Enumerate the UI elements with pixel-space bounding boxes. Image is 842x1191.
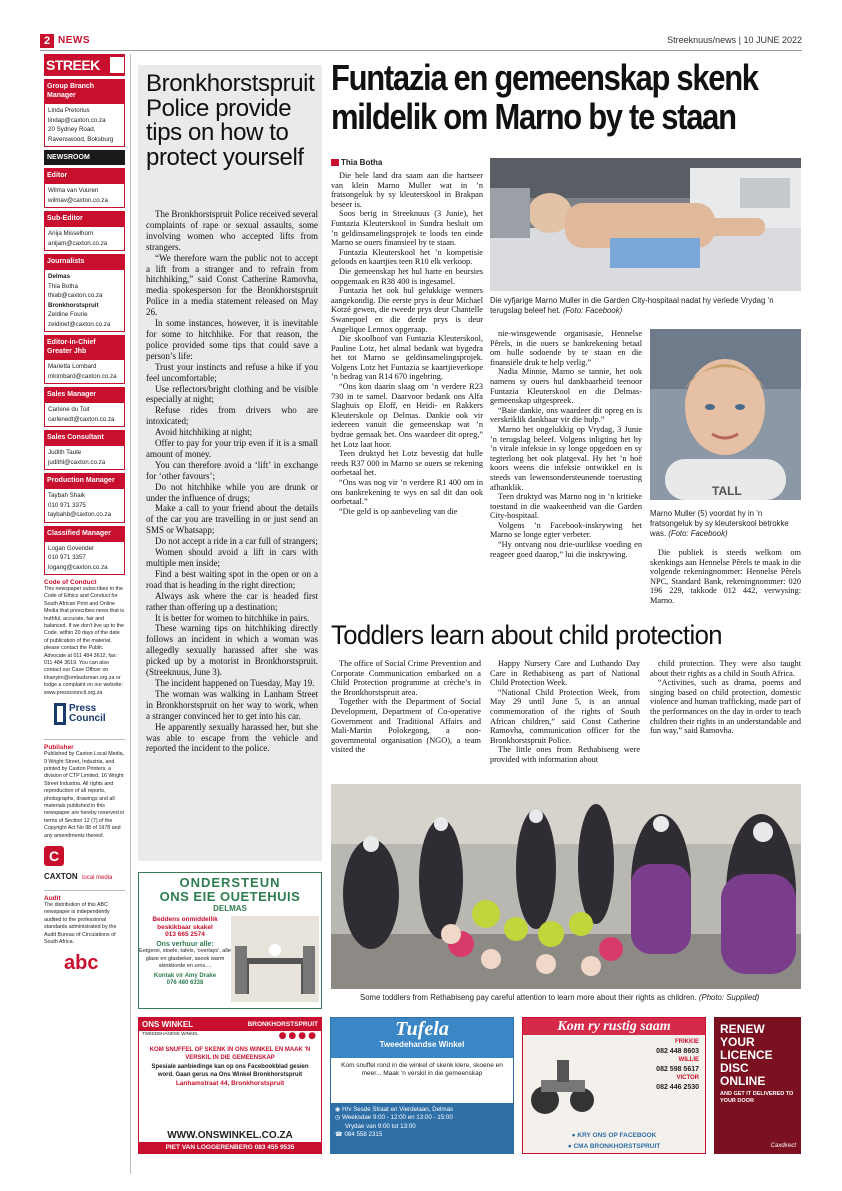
toddlers-headline: Toddlers learn about child protection — [331, 620, 722, 650]
staff-line[interactable]: judithl@caxton.co.za — [48, 458, 106, 466]
police-paragraph: The incident happened on Tuesday, May 19. — [155, 677, 315, 688]
ad-ouetehuis-subtitle: Ons verhuur alle: — [156, 940, 214, 948]
ad-renew-line: LICENCE — [720, 1048, 773, 1062]
ad-renew-lines — [714, 1017, 801, 1088]
ad-tufela-text: Kom snuffel rond in die winkel of skenk klere, skoene en meer... Maak 'n verskil in die gemeenskap — [341, 1062, 503, 1077]
toddlers-paragraph: “Activities, such as drama, poems and singing based on child protection, domestic violence and human trafficking, made part of the performances on the day in order to teach children their rights in an understandable and fun way,” said Ramovha. — [650, 678, 801, 736]
ad-rustig-name2: WILLIE — [678, 1057, 699, 1063]
staff-block-title: Sales Consultant — [44, 430, 125, 445]
marno-portrait-photo — [650, 329, 801, 500]
ad-renew-line: DISC — [720, 1061, 749, 1075]
police-paragraph: You can therefore avoid a ‘lift’ in exchange for ‘other favours’; — [146, 459, 318, 481]
staff-line: Marietta Lombard — [48, 363, 97, 370]
staff-line: Logan Govender — [48, 544, 95, 552]
police-paragraph: Do not hitchhike while you are drunk or under the influence of drugs; — [146, 481, 318, 503]
staff-line: Thia Botha — [48, 282, 78, 290]
dining-table-image — [231, 916, 319, 1002]
staff-block-details — [44, 541, 125, 576]
staff-block-details — [44, 359, 125, 384]
staff-line[interactable]: carlenedt@caxton.co.za — [48, 415, 115, 423]
conduct-text: This newspaper subscribes to the Code of Ethics and Conduct for South African Print and Online Media that prescribes news that is truthful, accurate, fair and balanced. If we don't live up to the Code, within 20 days of the date of publication of the material, please contact the Public Advocate at 011 484 3612, fax: 011 484 3619. You can also contact our Case Officer on khanyim@ombudsman.org.za or lodge a complaint on our website: www.presscouncil.org.za — [44, 586, 125, 696]
publisher-title: Publisher — [44, 744, 74, 752]
ad-tufela-sub: Tweedehandse Winkel — [379, 1040, 465, 1049]
marno-paragraph: Die skoolhoof van Funtazia Kleuterskool, Pauline Lotz, het almal bedank wat bygedra het tot Marno se geldinsamelingsprojek. Volgens Lotz het Funtazia se kaartjieverkope ’n bedrag van R14 670 ingebring. — [331, 334, 483, 382]
conduct-title: Code of Conduct — [44, 579, 97, 586]
staff-line[interactable]: lindap@caxton.co.za — [48, 116, 106, 124]
portrait-photo-caption: Marno Muller (5) voordat hy in ’n fratsongeluk by sy kleuterskool betrokke was. (Foto: Facebook) — [650, 509, 789, 538]
police-paragraph: Use reflectors/bright clothing and be visible especially at night; — [146, 383, 318, 405]
ad-ouetehuis-line2: ONS EIE OUETEHUIS — [159, 889, 301, 904]
ad-rustig-cma: ● CMA BRONKHORSTSPRUIT — [567, 1143, 661, 1150]
staff-block-title: Editor-in-Chief Greater Jhb — [44, 335, 125, 359]
staff-block-title: Group Branch Manager — [44, 79, 125, 103]
social-icons: ●●●● — [278, 1031, 318, 1041]
toddlers-paragraph: The office of Social Crime Prevention and Corporate Communication embarked on a Child Protection programme at crèche’s in the Bronkhorstspruit area. — [331, 659, 481, 697]
clock-icon: ◷ — [335, 1114, 343, 1122]
marno-byline: Thia Botha — [331, 158, 382, 167]
ad-winkel-brand-sub: TWEEDEHANDSE WINKEL — [142, 1031, 199, 1036]
ad-ons-winkel — [138, 1017, 322, 1154]
ad-renew-line: RENEW — [720, 1022, 765, 1036]
staff-block-title: Editor — [44, 168, 125, 183]
ad-ouetehuis — [138, 872, 322, 1009]
staff-block-title: Classified Manager — [44, 526, 125, 541]
marno-paragraph: Teen druktyd was Marno nog in ’n kritieke toestand in die waakeenheid van die Garden City-hospitaal. — [490, 492, 642, 521]
ad-winkel-address: Lanhamstraat 44, Bronkhorstspruit — [175, 1080, 285, 1087]
toddlers-column-3 — [650, 659, 801, 736]
staff-line[interactable]: thiab@caxton.co.za — [48, 292, 103, 299]
ad-rustig-title: Kom ry rustig saam — [523, 1018, 705, 1035]
marno-column-2 — [490, 329, 642, 559]
ad-winkel-url[interactable]: WWW.ONSWINKEL.CO.ZA — [167, 1130, 293, 1141]
ad-renew-brand: Caxdirect — [770, 1143, 796, 1149]
police-paragraph: Find a best waiting spot in the open or on a road that is heading in the right direction; — [146, 568, 318, 590]
ad-rustig-phone3: 082 446 2530 — [656, 1084, 699, 1091]
police-paragraph: Do not accept a ride in a car full of strangers; — [155, 536, 318, 547]
ad-rustig-fb: ● KRY ONS OP FACEBOOK — [571, 1132, 657, 1139]
police-paragraph: Offer to pay for your trip even if it is a small amount of money. — [146, 438, 318, 459]
ad-ouetehuis-line1: ONDERSTEUN — [179, 875, 281, 890]
staff-block-title: NEWSROOM — [44, 150, 125, 165]
staff-line[interactable]: logang@caxton.co.za — [48, 563, 108, 571]
ad-winkel-location: BRONKHORSTSPRUIT — [247, 1021, 318, 1028]
ad-renew-licence — [714, 1017, 801, 1154]
staff-line: 010 971 3375 — [48, 501, 86, 509]
toddlers-paragraph: Happy Nursery Care and Luthando Day Care in Rethabiseng as part of National Child Protection Week. — [490, 659, 640, 688]
shirt-text: TALL — [712, 484, 742, 498]
sidebar-divider — [130, 54, 131, 1174]
ad-tufela-hours2: Vrydae van 9:00 tot 13:00 — [345, 1122, 416, 1130]
marno-paragraph: “Hy ontvang nou drie-uurlikse voeding en reageer goed daarop,” lui die inskrywing. — [490, 540, 642, 559]
ad-winkel-contact: PIET VAN LOGGERENBERG 083 455 9535 — [139, 1142, 321, 1153]
ad-tufela-hours1: ◷ Weeksdae 9:00 - 12:00 en 13:00 - 15:00 — [335, 1114, 453, 1122]
staff-line: Taybah Shaik — [48, 492, 86, 499]
staff-block-details — [44, 402, 125, 427]
portrait-photo-image — [650, 329, 801, 500]
ad-rustig-phone1: 082 448 8603 — [656, 1048, 699, 1055]
marno-paragraph: “Ons kon daarin slaag om ’n verdere R23 730 in te samel. Daarvoor bedank ons Alfa Slaghuis op Eloff, en Heidi- en Rakkers Kleuterskole op Delmas. Dankie ook vir iedereen vanuit die gemeenskap wat ’n bydrae gemaak het. Ons waardeer dit opreg,” het Lotz laat hoor. — [331, 382, 483, 449]
facebook-icon: ● — [571, 1132, 578, 1139]
police-paragraph: Make a call to your friend about the details of the car you are travelling in or just send an SMS or Whatsapp; — [146, 503, 318, 536]
staff-line: Wilma van Vuuren — [48, 187, 99, 194]
publisher-text: Published by Caxton Local Media, 9 Wright Street, Industria, and printed by Caxton Printers, a division of CTP Limited, 16 Wright Street Industria. All rights and reproduction of all reports, photographs, drawings and all materials published in this newspaper are hereby reserved in terms of Section 12 (7) of the Copyright Act No 98 of 1978 and any amendments thereof. — [44, 751, 125, 839]
staff-block-title: Sub-Editor — [44, 211, 125, 226]
ad-renew-sub: AND GET IT DELIVERED TO YOUR DOOR — [720, 1091, 794, 1104]
staff-line[interactable]: taybahb@caxton.co.za — [48, 511, 112, 518]
streek-logo: STREEK — [44, 54, 125, 76]
police-paragraph: Always ask where the car is headed first rather than offering up a destination; — [146, 590, 318, 612]
marno-paragraph: Teen druktyd het Lotz bevestig dat hulle reeds R37 000 in Marno se ouers se rekening oorbetaal het. — [331, 449, 483, 478]
staff-list — [44, 79, 125, 575]
toddlers-photo — [331, 784, 801, 989]
marno-column-1 — [331, 171, 483, 516]
audit-title: Audit — [44, 894, 61, 902]
ad-winkel-brand: ONS WINKEL — [142, 1020, 194, 1029]
marno-column-3 — [650, 548, 801, 606]
staff-line: Judith Taute — [48, 449, 82, 456]
abc-logo: abc — [64, 952, 99, 975]
pin-icon: ◉ — [335, 1106, 343, 1113]
police-paragraph: He apparently sexually harassed her, but she was able to escape from the vehicle and reported the incident to the police. — [146, 721, 318, 754]
marno-paragraph: Funtazia het ook hul gelukkige wenners aangekondig. Die eerste prys is deur Michael Kotzé gewen, die tweede prys deur Chantelle Swanepoel en die derde prys is deur Angelique Lennox opgeraap. — [331, 286, 483, 334]
masthead-sidebar — [44, 54, 125, 975]
police-paragraph: The woman was walking in Lanham Street in Bronkhorstspruit on her way to work, when a stranger convinced her to get into his car. — [146, 688, 318, 721]
toddlers-paragraph: “National Child Protection Week, from May 29 until June 5, is an annual commemoration of the rights of South African children,” said Const Catherine Ramovha, communication officer for the Bronkhorstspruit Police. — [490, 687, 640, 745]
marno-paragraph: Die gemeenskap het hul harte en beursies oopgemaak en R38 400 is ingesamel. — [331, 266, 483, 286]
ad-ouetehuis-contact-phone: 076 480 6338 — [166, 980, 204, 986]
ad-ouetehuis-items: Eetgerei, stoele, tafels, 'overlays', alle glase en glasbeker, asook warm skinkborde en urns.... — [139, 948, 231, 969]
staff-block-title: Journalists — [44, 254, 125, 269]
ad-tufela-brand: Tufela — [395, 1018, 449, 1040]
ad-ouetehuis-red-title: Beddens onmiddellik beskikbaar skakel — [152, 916, 218, 931]
toddlers-paragraph: Together with the Department of Social Development, Department of Co-operative Government and Traditional Affairs and Mali-Martin Polokegong, a non-governmental organisation (NGO), a team visited the — [331, 697, 481, 755]
audit-text: The distribution of this ABC newspaper is independently audited to the professional standards administrated by the Audit Bureau of Circulations of South Africa. — [44, 901, 117, 945]
ad-rustig-name3: VICTOR — [676, 1075, 699, 1081]
ad-ouetehuis-contact: Kontak vir Amy Drake — [153, 972, 217, 979]
facebook-icon-2: ● — [567, 1143, 574, 1150]
staff-block-details — [44, 226, 125, 251]
police-paragraph: Women should avoid a lift in cars with multiple men inside; — [146, 547, 318, 568]
ad-ouetehuis-phone: 013 665 2574 — [165, 931, 205, 938]
press-council-logo: Press Council — [54, 703, 125, 725]
police-paragraph: Refuse rides from drivers who are intoxicated; — [146, 405, 318, 427]
staff-line[interactable]: mlombard@caxton.co.za — [48, 372, 117, 380]
police-paragraph: Trust your instincts and refuse a hike if you feel uncomfortable; — [146, 361, 318, 383]
police-paragraph: It is better for women to hitchhike in pairs. — [155, 612, 310, 623]
site-name: Streeknuus/news — [667, 35, 737, 45]
staff-line: Anija Misselhorn — [48, 230, 94, 237]
motorcycle-image — [527, 1040, 597, 1120]
staff-line: Linda Pretorius — [48, 107, 90, 114]
staff-block-details — [44, 445, 125, 470]
staff-block-title: Sales Manager — [44, 387, 125, 402]
marno-paragraph: Soos berig in Streeknuus (3 Junie), het Funtazia Kleuterskool in Sundra besluit om ’n geldinsamelingsprojek te loods ten einde Marno se ouers finansieel by te staan. — [331, 209, 483, 248]
staff-block-details — [44, 103, 125, 147]
marno-paragraph: “Die geld is op aanbeveling van die — [339, 506, 458, 516]
toddlers-column-2 — [490, 659, 640, 765]
toddlers-paragraph: child protection. They were also taught about their rights as a child in South Africa. — [650, 659, 801, 678]
staff-line: Delmas — [48, 273, 71, 280]
caxton-logo: C CAXTON local media — [44, 847, 113, 881]
staff-line: Zeldine Fourie — [48, 311, 88, 318]
marno-paragraph: Nadia Minnie, Marno se tannie, het ook namens sy ouers hul dankbaarheid teenoor Funtazia Kleuterskool en die Delmas-gemeenskap uitgespreek. — [490, 367, 642, 406]
ad-renew-line: ONLINE — [720, 1074, 766, 1088]
ad-tufela — [330, 1017, 514, 1154]
police-paragraph: Avoid hitchhiking at night; — [155, 427, 253, 438]
toddlers-paragraph: The little ones from Rethabiseng were provided with information about — [490, 745, 640, 764]
police-paragraph: “We therefore warn the public not to accept a lift from a stranger and to refrain from hitchhiking,” said Const Catherine Ramovha, media spokesperson for the Bronkhorstspruit Police in a media statement released on May 26. — [146, 252, 318, 318]
staff-line: Carlene du Toit — [48, 406, 90, 413]
staff-line: 010 971 3357 — [48, 554, 86, 561]
staff-line[interactable]: anijam@caxton.co.za — [48, 239, 108, 247]
phone-icon: ☎ — [335, 1131, 345, 1139]
page-number: 2 — [40, 34, 54, 48]
ad-rustig-phone2: 082 598 5617 — [656, 1066, 699, 1073]
marno-paragraph: Die hele land dra saam aan die hartseer van klein Marno Muller wat in ’n fratsongeluk by sy kleuterskool in Brakpan beseer is. — [331, 171, 483, 209]
marno-paragraph: “Ons was nog vir ’n verdere R1 400 om in ons bankrekening te wys en sal dit dan ook oorbetaal.” — [331, 478, 483, 507]
marno-paragraph: Volgens ’n Facebook-inskrywing het Marno se longe egter verbeter. — [490, 520, 642, 540]
police-paragraph: These warning tips on hitchhiking directly follows an incident in which a woman was allegedly sexually harassed after she was picked up by a motorist in Bronkhorstspruit. (Streeknuus, June 3). — [146, 623, 318, 678]
marno-hospital-photo — [490, 158, 801, 291]
marno-paragraph: Funtazia Kleuterskool het ’n kompetisie geloods en kaartjies teen R10 elk verkoop. — [331, 247, 483, 267]
marno-paragraph: “Baie dankie, ons waardeer dit opreg en is verskriklik dankbaar vir die hulp.” — [490, 405, 642, 425]
staff-line[interactable]: wilmav@caxton.co.za — [48, 196, 108, 204]
staff-block-details — [44, 269, 125, 332]
caxton-mark-icon: C — [44, 846, 64, 866]
staff-line[interactable]: zeldinef@caxton.co.za — [48, 320, 111, 328]
police-paragraph: In some instances, however, it is inevitable for some to hitchhike. For that reason, the police provided some tips that could save a person’s life: — [146, 318, 318, 361]
staff-line: Ravenswood, Boksburg — [48, 135, 114, 143]
hospital-photo-image — [490, 158, 801, 291]
ad-tufela-phone: ☎ 084 558 2315 — [335, 1131, 383, 1139]
press-council-icon — [54, 703, 66, 725]
hospital-photo-caption: Die vyfjarige Marno Muller in die Garden City-hospitaal nadat hy verlede Vrydag ’n terugslag beleef het. (Foto: Facebook) — [490, 296, 774, 315]
toddlers-photo-image — [331, 784, 801, 989]
header-rule — [40, 50, 802, 51]
staff-block-title: Production Manager — [44, 473, 125, 488]
dateline: Streeknuus/news | 10 JUNE 2022 — [667, 35, 802, 45]
marno-paragraph: Die publiek is steeds welkom om skenkings aan Hennelse Pêrels te maak in die volgende rekeningnommer: Hennelse Pêrels NPC, Standard Bank, rekeningnommer: 020 196 229, takkode 012 442, verwysing: Marno. — [650, 548, 801, 605]
staff-line: Bronkhorstspruit — [48, 301, 99, 309]
staff-block-details — [44, 183, 125, 208]
ad-ouetehuis-line3: DELMAS — [213, 904, 247, 913]
police-paragraph: The Bronkhorstspruit Police received several complaints of rape or sexual assaults, some involving women who accepted lifts from strangers. — [146, 209, 318, 252]
police-headline: Bronkhorstspruit Police provide tips on how to protect yourself — [146, 70, 315, 171]
marno-paragraph: Marno het ongelukkig op Vrydag, 3 Junie ’n terugslag beleef. Volgens inligting het hy ’n virale infeksie in sy longe opgedoen en sy tegterlong het ook platgeval. Hy het ’n hoë koors weens die infeksie ontwikkel en is steeds van lewensondersteunende toerusting afhanklik. — [490, 424, 642, 492]
ad-winkel-special: Spesiale aanbiedinge kan op ons Facebookblad gesien word. Gaan gerus na Ons Winkel Bronkhorstspruit — [151, 1064, 309, 1078]
toddlers-photo-caption: Some toddlers from Rethabiseng pay careful attention to learn more about their rights as children. (Photo: Supplied) — [360, 993, 760, 1002]
marno-headline: Funtazia en gemeenskap skenk mildelik om Marno by te staan — [331, 57, 758, 137]
ad-renew-line: YOUR — [720, 1035, 755, 1049]
staff-line: 20 Sydney Road, — [48, 126, 96, 133]
section-label: NEWS — [58, 35, 90, 46]
marno-paragraph: nie-winsgewende organisasie, Hennelse Pêrels, in die ouers se bankrekening betaal om hulle sodoende by te staan en die finansiële druk te help verlig.” — [490, 329, 642, 367]
ad-tufela-address: ◉ H/v Sesde Straat en Vierdelaan, Delmas — [335, 1106, 454, 1113]
ad-winkel-red-text: KOM SNUFFEL OF SKENK IN ONS WINKEL EN MAAK 'N VERSKIL IN DIE GEMEENSKAP — [149, 1047, 311, 1061]
ad-rustig-name1: FRIKKIE — [675, 1039, 699, 1045]
toddlers-column-1 — [331, 659, 481, 755]
staff-block-details — [44, 488, 125, 523]
ad-rustig — [522, 1017, 706, 1154]
issue-date: 10 JUNE 2022 — [743, 35, 802, 45]
police-article-body — [146, 209, 318, 754]
